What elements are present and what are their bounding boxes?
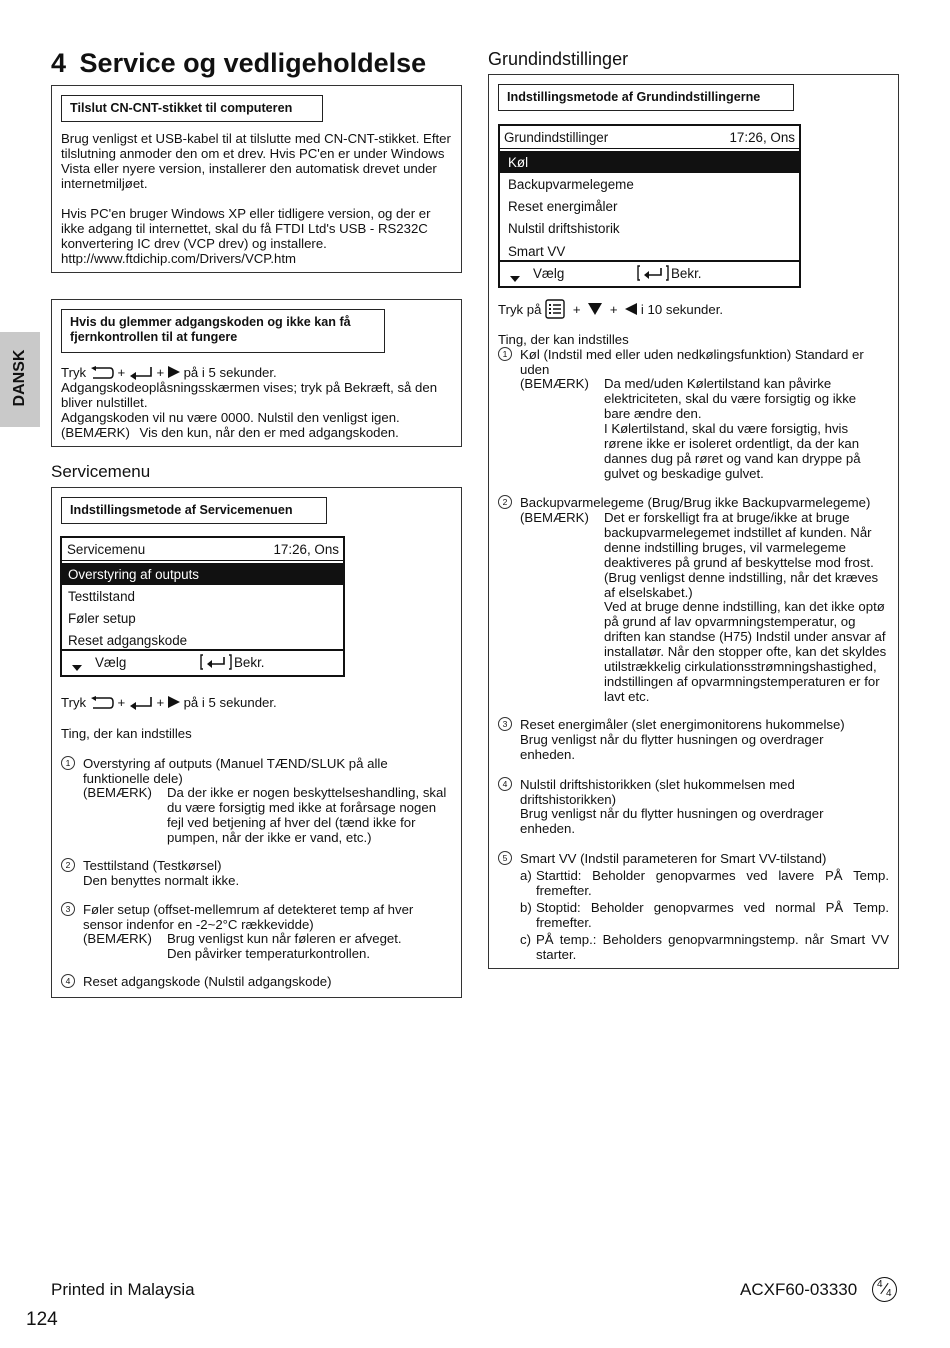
grund-item-3-text: Reset energimåler (slet energimonitorens hukommelse) (520, 717, 845, 732)
cn-cnt-para2: Hvis PC'en bruger Windows XP eller tidligere version, og der er ikke adgang til internettet, skal du få FTDI Ltd's USB - RS232C konvertering IC drev (VCP drev) og installere. (61, 206, 431, 251)
footer-confirm: Bekr. (234, 655, 265, 670)
printed-in: Printed in Malaysia (51, 1280, 195, 1299)
grund-item-4-text: Nulstil driftshistorikken (slet hukommelsen med driftshistorikken) (520, 777, 795, 807)
grund-item-2-note2: Ved at bruge denne indstilling, kan det ikke optø på grund af lav opvarmningstemperatur, og driften kan standse (H75) Indstil under ansvar af installatør. Når den stopper ofte, kan det skyldes utilstrækkelig cirkulationsstrømningshastighed, indstillingen af opvarmningstemperaturen er for lavt etc. (604, 599, 887, 704)
scroll-down-icon (510, 276, 520, 282)
left-arrow-icon (625, 303, 637, 315)
press-suffix: på i 5 sekunder. (183, 365, 277, 380)
grund-section-title: Grundindstillinger (488, 49, 629, 69)
confirm-enter-icon (637, 265, 669, 284)
right-arrow-icon (168, 366, 180, 378)
grund-things-heading: Ting, der kan indstilles (498, 332, 629, 347)
service-item-3-text: Føler setup (offset-mellemrum af detekteret temp af hver sensor indenfor en -2~2°C rækkevidde) (83, 902, 414, 932)
menu-item-reset-adgangskode[interactable] (62, 629, 343, 651)
item-number: 4 (498, 777, 512, 791)
grund-method-title: Indstillingsmetode af Grundindstillingerne (498, 84, 794, 111)
page-fraction-badge (872, 1277, 897, 1302)
press-suffix: i 10 sekunder. (640, 302, 724, 317)
screen-footer (500, 260, 799, 286)
page-title (51, 46, 426, 80)
fraction-numerator: 4 (877, 1279, 883, 1290)
item-number: 2 (61, 858, 75, 872)
plus-sign: + (156, 365, 165, 380)
smart-vv-label-b: b) (520, 900, 532, 915)
menu-item-smart-vv[interactable] (500, 240, 799, 262)
note-label: (BEMÆRK) (61, 425, 130, 440)
menu-item-label: Backupvarmelegeme (508, 177, 634, 192)
item-number: 4 (61, 974, 75, 988)
smart-vv-text-a: Starttid: Beholder genopvarmes ved lavere PÅ Temp. fremefter. (536, 868, 889, 898)
cn-cnt-para1: Brug venligst et USB-kabel til at tilslutte med CN-CNT-stikket. Efter tilslutning anmoder den om et drev. Hvis PC'en er under Windows Vista eller nyere version, installerer den automatisk drevet under internetmiljøet. (61, 131, 451, 191)
service-item-2-text: Testtilstand (Testkørsel) (83, 858, 222, 873)
screen-title: Grundindstillinger (504, 130, 609, 145)
item-number: 3 (61, 902, 75, 916)
note-label: (BEMÆRK) (83, 931, 152, 946)
servicemenu-heading: Servicemenu (51, 462, 151, 481)
screen-title: Servicemenu (67, 542, 146, 557)
document-code: ACXF60-03330 (740, 1280, 858, 1299)
servicemenu-press-line (61, 695, 453, 713)
screen-header (62, 538, 343, 561)
servicemenu-things-heading: Ting, der kan indstilles (61, 726, 192, 741)
note-text: Vis den kun, når den er med adgangskoden. (139, 425, 399, 440)
menu-item-backupvarmelegeme[interactable] (500, 173, 799, 195)
menu-item-label: Føler setup (68, 611, 136, 626)
right-arrow-icon (168, 696, 180, 708)
plus-sign: + (609, 302, 618, 317)
footer-select: Vælg (533, 266, 565, 281)
language-label: DANSK (11, 349, 28, 407)
service-item-3-note: Brug venligst kun når føleren er afveget. Den påvirker temperaturkontrollen. (167, 931, 402, 961)
grund-screen (498, 124, 801, 288)
grund-item-1-note1: Da med/uden Kølertilstand kan påvirke elektriciteten, skal du være forsigtig og ikke bare ændre den. (604, 376, 857, 421)
item-number: 3 (498, 717, 512, 731)
note-label: (BEMÆRK) (520, 510, 589, 525)
item-number: 1 (61, 756, 75, 770)
grund-item-1-text: Køl (Indstil med eller uden nedkølingsfunktion) Standard er uden (520, 347, 864, 377)
menu-item-label: Reset adgangskode (68, 633, 188, 648)
press-prefix: Tryk (61, 365, 87, 380)
note-label: (BEMÆRK) (83, 785, 152, 800)
chapter-number: 4 (51, 48, 67, 78)
footer-confirm: Bekr. (671, 266, 702, 281)
chapter-title: Service og vedligeholdelse (79, 48, 427, 78)
item-number: 5 (498, 851, 512, 865)
screen-header (500, 126, 799, 149)
service-item-1-note: Da der ikke er nogen beskyttelseshandling, skal du være forsigtig med ikke at forårsage nogen fejl ved betjening af hver del (tænd ikke for pumpen, når der ikke er vand, etc.) (167, 785, 447, 845)
down-arrow-icon (588, 303, 602, 315)
plus-sign: + (117, 365, 126, 380)
password-line2: Adgangskodeoplåsningsskærmen vises; tryk på Bekræft, så den bliver nulstillet. (61, 380, 438, 410)
grund-item-4-sub: Brug venligst når du flytter husningen og overdrager enheden. (520, 806, 824, 836)
service-item-1-text: Overstyring af outputs (Manuel TÆND/SLUK på alle funktionelle dele) (83, 756, 388, 786)
menu-icon (545, 299, 565, 325)
item-number: 1 (498, 347, 512, 361)
password-note (61, 425, 453, 440)
password-title (61, 309, 385, 353)
item-number: 2 (498, 495, 512, 509)
password-title-line2: fjernkontrollen til at fungere (70, 330, 238, 344)
menu-item-reset-energimaler[interactable] (500, 195, 799, 217)
grund-item-3-sub: Brug venligst når du flytter husningen og overdrager enheden. (520, 732, 824, 762)
fraction-denominator: 4 (886, 1288, 892, 1299)
smart-vv-text-b: Stoptid: Beholder genopvarmes ved normal PÅ Temp. fremefter. (536, 900, 889, 930)
menu-item-label: Køl (508, 155, 529, 170)
menu-item-label: Overstyring af outputs (68, 567, 199, 582)
confirm-enter-icon (200, 654, 232, 673)
plus-sign: + (117, 695, 126, 710)
plus-sign: + (156, 695, 165, 710)
language-side-tab (0, 332, 40, 427)
smart-vv-label-c: c) (520, 932, 531, 947)
menu-item-foler-setup[interactable] (62, 607, 343, 629)
menu-item-label: Nulstil driftshistorik (508, 221, 620, 236)
grund-item-2-text: Backupvarmelegeme (Brug/Brug ikke Backupvarmelegeme) (520, 495, 871, 510)
menu-item-label: Smart VV (508, 244, 566, 259)
smart-vv-label-a: a) (520, 868, 532, 883)
password-title-line1: Hvis du glemmer adgangskoden og ikke kan få (70, 315, 351, 329)
back-arrow-icon (90, 696, 114, 713)
ftdi-url[interactable]: http://www.ftdichip.com/Drivers/VCP.htm (61, 251, 297, 266)
grund-item-1-note2: I Kølertilstand, skal du være forsigtig, hvis rørene ikke er isoleret ordentligt, da der kan dannes dug på røret og vand kan dryppe på gulvet og beskadige gulvet. (604, 421, 861, 481)
press-prefix: Tryk på (498, 302, 542, 317)
screen-footer (62, 649, 343, 675)
menu-item-overstyring[interactable] (62, 563, 343, 585)
service-item-2-sub: Den benyttes normalt ikke. (83, 873, 240, 888)
plus-sign: + (572, 302, 581, 317)
menu-item-label: Reset energimåler (508, 199, 618, 214)
page-number: 124 (26, 1309, 58, 1330)
menu-item-nulstil-driftshistorik[interactable] (500, 217, 799, 239)
menu-item-kol[interactable] (500, 151, 799, 173)
grund-item-5-text: Smart VV (Indstil parameteren for Smart VV-tilstand) (520, 851, 827, 866)
menu-item-label: Testtilstand (68, 589, 135, 604)
screen-time: 17:26, Ons (273, 542, 339, 557)
press-prefix: Tryk (61, 695, 87, 710)
note-label: (BEMÆRK) (520, 376, 589, 391)
cn-cnt-title: Tilslut CN-CNT-stikket til computeren (61, 95, 323, 122)
service-item-4-text: Reset adgangskode (Nulstil adgangskode) (83, 974, 332, 989)
screen-time: 17:26, Ons (729, 130, 795, 145)
smart-vv-text-c: PÅ temp.: Beholders genopvarmningstemp. når Smart VV starter. (536, 932, 889, 962)
grund-press-line (498, 299, 890, 325)
password-line3: Adgangskoden vil nu være 0000. Nulstil den venligst igen. (61, 410, 400, 425)
servicemenu-screen (60, 536, 345, 677)
menu-item-testtilstand[interactable] (62, 585, 343, 607)
enter-icon (129, 696, 153, 713)
scroll-down-icon (72, 665, 82, 671)
servicemenu-method-title: Indstillingsmetode af Servicemenuen (61, 497, 327, 524)
footer-select: Vælg (95, 655, 127, 670)
grund-item-2-note1: Det er forskelligt fra at bruge/ikke at bruge backupvarmelegemet indstillet af kunden. Når denne indstilling bruges, vil varmelegeme deaktiveres på grund af beskyttelse mod frost. (Brug venligst denne indstilling, når det kræves af elselskabet.) (604, 510, 879, 600)
press-suffix: på i 5 sekunder. (183, 695, 277, 710)
